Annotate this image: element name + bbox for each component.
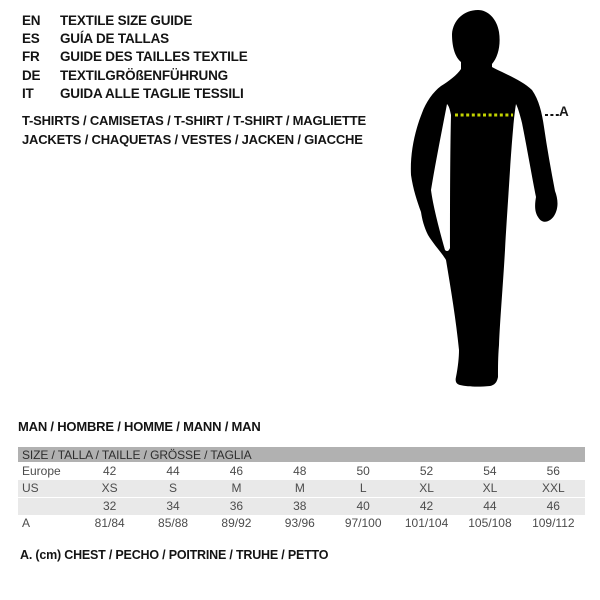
category-line-jackets: JACKETS / CHAQUETAS / VESTES / JACKEN / GIACCHE: [22, 131, 363, 147]
size-cell: XL: [395, 480, 458, 498]
size-cell: 42: [395, 497, 458, 515]
language-row: [22, 48, 248, 66]
language-code: IT: [22, 86, 34, 102]
row-label: Europe: [22, 463, 61, 478]
category-lines: [22, 112, 366, 149]
measure-label-a: A: [559, 104, 569, 119]
size-cell: 40: [332, 497, 395, 515]
table-row: [18, 515, 585, 533]
size-cell: 46: [522, 497, 585, 515]
size-cell: 52: [419, 463, 434, 478]
size-cell: M: [205, 480, 268, 498]
size-table-body: [18, 462, 585, 532]
language-list: [22, 11, 248, 103]
row-label: [18, 497, 78, 515]
language-row: [22, 66, 248, 84]
size-table: [18, 447, 585, 532]
size-cell: 32: [78, 497, 141, 515]
size-cell: 97/100: [344, 516, 382, 531]
row-label: US: [18, 480, 78, 498]
language-code: EN: [22, 12, 41, 28]
size-cell: 93/96: [284, 516, 315, 531]
size-cell: 101/104: [404, 516, 449, 531]
size-cell: 54: [483, 463, 497, 478]
man-silhouette: [411, 10, 558, 387]
language-code: ES: [22, 31, 40, 47]
language-row: [22, 85, 248, 103]
table-row: [18, 497, 585, 515]
table-row: [18, 462, 585, 480]
size-table-header-row: [18, 447, 585, 462]
size-cell: 81/84: [94, 516, 125, 531]
size-cell: 50: [356, 463, 370, 478]
size-cell: XL: [458, 480, 521, 498]
language-row: [22, 11, 248, 29]
language-row: [22, 29, 248, 47]
size-cell: S: [141, 480, 204, 498]
man-figure: [400, 5, 580, 395]
size-cell: 42: [103, 463, 117, 478]
language-code: FR: [22, 49, 40, 65]
size-cell: 36: [205, 497, 268, 515]
size-cell: 56: [546, 463, 560, 478]
language-label: GUIDA ALLE TAGLIE TESSILI: [60, 86, 244, 102]
language-label: TEXTILGRÖßENFÜHRUNG: [60, 67, 228, 83]
size-cell: 44: [458, 497, 521, 515]
size-cell: 85/88: [158, 516, 189, 531]
size-cell: 38: [268, 497, 331, 515]
category-line-tshirts: T-SHIRTS / CAMISETAS / T-SHIRT / T-SHIRT / MAGLIETTE: [22, 113, 366, 128]
size-cell: XS: [78, 480, 141, 498]
size-cell: 46: [229, 463, 244, 478]
section-title-man: MAN / HOMBRE / HOMME / MANN / MAN: [18, 419, 261, 434]
language-label: TEXTILE SIZE GUIDE: [60, 12, 193, 28]
size-cell: 44: [166, 463, 180, 478]
size-cell: M: [268, 480, 331, 498]
size-cell: 48: [293, 463, 307, 478]
size-cell: 109/112: [532, 516, 575, 531]
size-table-header: SIZE / TALLA / TAILLE / GRÖSSE / TAGLIA: [18, 447, 585, 462]
footnote-chest: A. (cm) CHEST / PECHO / POITRINE / TRUHE / PETTO: [20, 548, 329, 562]
size-cell: XXL: [522, 480, 585, 498]
row-label: A: [22, 516, 31, 531]
size-cell: 34: [141, 497, 204, 515]
size-cell: 105/108: [468, 516, 512, 531]
language-code: DE: [22, 67, 41, 83]
table-row: [18, 480, 585, 498]
size-cell: L: [332, 480, 395, 498]
size-cell: 89/92: [221, 516, 252, 531]
language-label: GUIDE DES TAILLES TEXTILE: [60, 49, 248, 65]
language-label: GUÍA DE TALLAS: [60, 31, 169, 47]
